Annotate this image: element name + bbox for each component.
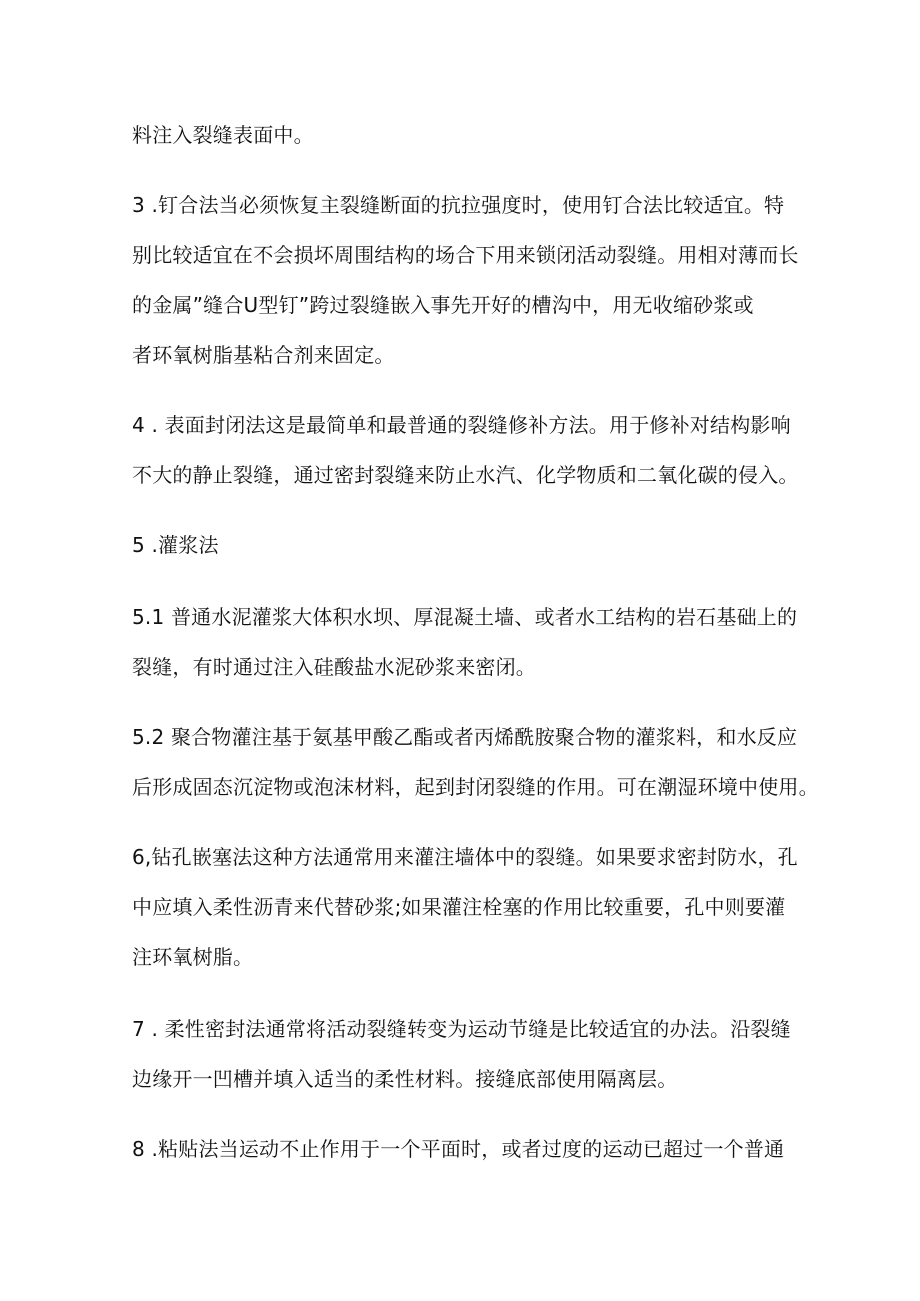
paragraph-line: 别比较适宜在不会损坏周围结构的场合下用来锁闭活动裂缝。用相对薄而长 (132, 243, 799, 267)
paragraph-line: 3 .钉合法当必须恢复主裂缝断面的抗拉强度时，使用钉合法比较适宜。特 (132, 193, 785, 217)
paragraph-line: 注环氧树脂。 (132, 945, 254, 969)
paragraph-line: 8 .粘贴法当运动不止作用于一个平面时，或者过度的运动已超过一个普通 (132, 1137, 785, 1161)
paragraph-line: 6,钻孔嵌塞法这种方法通常用来灌注墙体中的裂缝。如果要求密封防水，孔 (132, 845, 798, 869)
paragraph-line: 的金属”缝合U型钉”跨过裂缝嵌入事先开好的槽沟中，用无收缩砂浆或 (132, 293, 754, 317)
paragraph-line: 裂缝，有时通过注入硅酸盐水泥砂浆来密闭。 (132, 655, 536, 679)
paragraph-line: 5.2 聚合物灌注基于氨基甲酸乙酯或者丙烯酰胺聚合物的灌浆料，和水反应 (132, 725, 798, 749)
paragraph-line: 7 . 柔性密封法通常将活动裂缝转变为运动节缝是比较适宜的办法。沿裂缝 (132, 1017, 791, 1041)
paragraph-line: 4 . 表面封闭法这是最简单和最普通的裂缝修补方法。用于修补对结构影响 (132, 413, 791, 437)
paragraph-line: 料注入裂缝表面中。 (132, 123, 314, 147)
paragraph-line: 中应填入柔性沥青来代替砂浆;如果灌注栓塞的作用比较重要，孔中则要灌 (132, 895, 786, 919)
paragraph-line: 边缘开一凹槽并填入适当的柔性材料。接缝底部使用隔离层。 (132, 1067, 678, 1091)
paragraph-line: 后形成固态沉淀物或泡沫材料，起到封闭裂缝的作用。可在潮湿环境中使用。 (132, 775, 819, 799)
paragraph-line: 不大的静止裂缝，通过密封裂缝来防止水汽、化学物质和二氧化碳的侵入。 (132, 463, 799, 487)
paragraph-line: 者环氧树脂基粘合剂来固定。 (132, 343, 395, 367)
section-heading: 5 .灌浆法 (132, 533, 219, 557)
paragraph-line: 5.1 普通水泥灌浆大体积水坝、厚混凝土墙、或者水工结构的岩石基础上的 (132, 605, 798, 629)
